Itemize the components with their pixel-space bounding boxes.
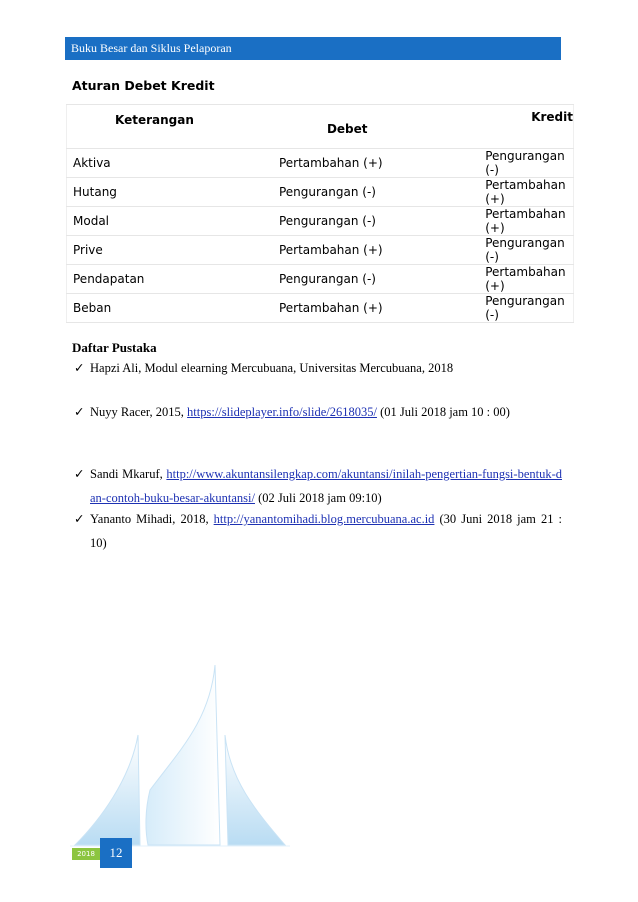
checkmark-icon: ✓ (74, 512, 85, 526)
reference-item (74, 507, 562, 555)
checkmark-icon: ✓ (74, 467, 85, 481)
reference-author: Sandi Mkaruf, (90, 467, 167, 481)
table-row (67, 178, 574, 207)
table-row (67, 294, 574, 323)
header-keterangan: Keterangan (67, 105, 269, 149)
table-header-row (67, 105, 574, 149)
references-title: Daftar Pustaka (72, 340, 157, 355)
row-label: Hutang (67, 178, 269, 207)
reference-text: Hapzi Ali, Modul elearning Mercubuana, Universitas Mercubuana, 2018 (90, 361, 454, 375)
reference-item (74, 462, 562, 510)
reference-link[interactable]: http://www.akuntansilengkap.com/akuntansi/inilah-pengertian-fungsi-bentuk-dan-contoh-buku-besar-akuntansi/ (90, 467, 562, 505)
header-title: Buku Besar dan Siklus Pelaporan (71, 41, 232, 55)
header-kredit: Kredit (473, 105, 573, 149)
debit-credit-table (66, 104, 574, 323)
row-debet: Pertambahan (+) (269, 149, 473, 178)
row-label: Beban (67, 294, 269, 323)
reference-author: Yananto Mihadi, 2018, (90, 512, 214, 526)
page-number: 12 (100, 838, 132, 868)
reference-item (74, 400, 562, 424)
row-label: Aktiva (67, 149, 269, 178)
row-debet: Pengurangan (-) (269, 178, 473, 207)
table-row (67, 149, 574, 178)
reference-access-date: (02 Juli 2018 jam 09:10) (254, 491, 382, 505)
reference-item (74, 356, 562, 380)
row-kredit: Pertambahan (+) (473, 178, 573, 207)
reference-author: Nuyy Racer, 2015, (90, 405, 188, 419)
row-label: Modal (67, 207, 269, 236)
row-kredit: Pertambahan (+) (473, 265, 573, 294)
year-badge: 2018 (72, 848, 100, 860)
reference-link[interactable]: https://slideplayer.info/slide/2618035/ (187, 405, 377, 419)
decorative-building-shape (60, 660, 300, 850)
table-row (67, 207, 574, 236)
row-debet: Pertambahan (+) (269, 236, 473, 265)
checkmark-icon: ✓ (74, 405, 85, 419)
row-debet: Pertambahan (+) (269, 294, 473, 323)
table-row (67, 236, 574, 265)
reference-access-date: (01 Juli 2018 jam 10 : 00) (376, 405, 510, 419)
section-title: Aturan Debet Kredit (72, 78, 215, 93)
row-kredit: Pengurangan (-) (473, 149, 573, 178)
row-kredit: Pertambahan (+) (473, 207, 573, 236)
reference-link[interactable]: http://yanantomihadi.blog.mercubuana.ac.id (213, 512, 435, 526)
row-kredit: Pengurangan (-) (473, 236, 573, 265)
table-row (67, 265, 574, 294)
row-label: Pendapatan (67, 265, 269, 294)
reference-access-date: (30 Juni 2018 jam 21 : 10) (90, 512, 562, 550)
checkmark-icon: ✓ (74, 361, 85, 375)
header-debet: Debet (269, 105, 473, 149)
row-debet: Pengurangan (-) (269, 207, 473, 236)
row-label: Prive (67, 236, 269, 265)
row-kredit: Pengurangan (-) (473, 294, 573, 323)
page-header (65, 37, 561, 60)
row-debet: Pengurangan (-) (269, 265, 473, 294)
